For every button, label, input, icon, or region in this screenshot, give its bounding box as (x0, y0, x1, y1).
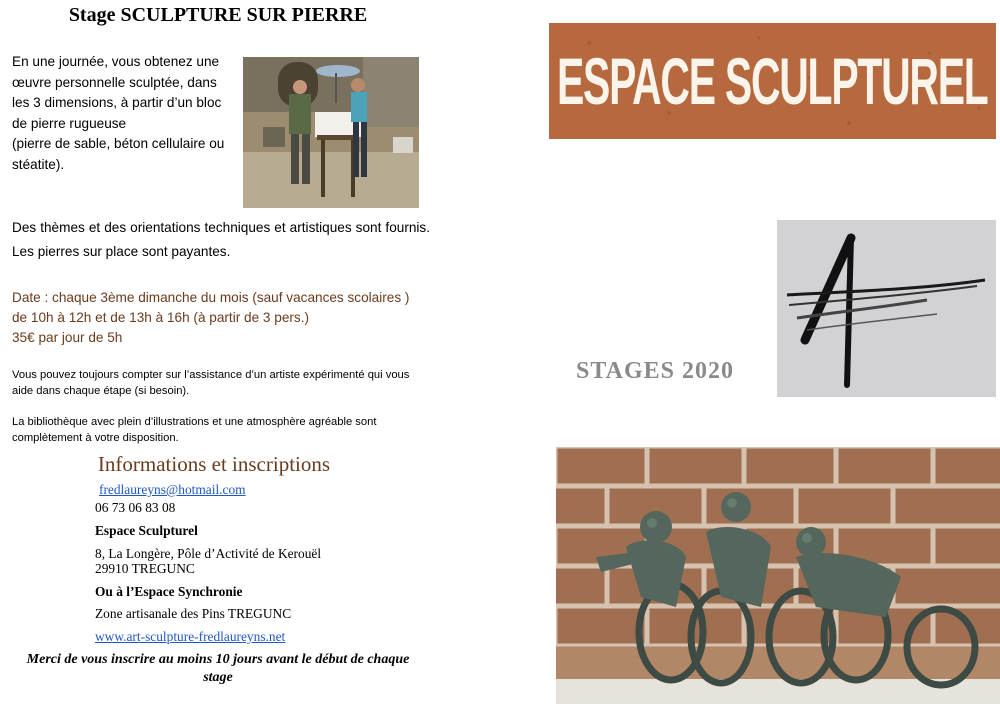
closing-note: Merci de vous inscrire au moins 10 jours avant le début de chaque stage (26, 652, 410, 685)
schedule-price: 35€ par jour de 5h (12, 330, 123, 345)
place1-address-line2: 29910 TREGUNC (95, 561, 195, 576)
assistance-text: Vous pouvez toujours compter sur l’assistance d’un artiste expérimenté qui vous aide dans chaque étape (si besoin). (12, 369, 410, 397)
page-title: Stage SCULPTURE SUR PIERRE (68, 4, 368, 26)
schedule-hours: de 10h à 12h et de 13h à 16h (à partir de 3 pers.) (12, 310, 310, 325)
intro-materials: (pierre de sable, béton cellulaire ou stéatite). (12, 136, 225, 172)
website-link[interactable]: www.art-sculpture-fredlaureyns.net (95, 629, 286, 644)
place1-name: Espace Sculpturel (95, 523, 198, 538)
email-link[interactable]: fredlaureyns@hotmail.com (99, 482, 246, 497)
stages-label: STAGES 2020 (576, 358, 734, 384)
phone-number: 06 73 06 83 08 (95, 500, 176, 515)
library-text: La bibliothèque avec plein d’illustrations et une atmosphère agréable sont complètement à votre disposition. (12, 416, 377, 444)
brush-logo-icon (777, 220, 996, 397)
intro-paragraph: En une journée, vous obtenez une œuvre personnelle sculptée, dans les 3 dimensions, à partir d’un bloc de pierre rugueuse (12, 54, 222, 131)
cyclists-sculpture-photo (556, 447, 1000, 704)
schedule-date: Date : chaque 3ème dimanche du mois (sauf vacances scolaires ) (12, 290, 410, 305)
banner-text: ESPACE SCULPTUREL (557, 44, 988, 118)
logo-image (777, 220, 996, 397)
schedule (12, 288, 432, 348)
place1-address-line1: 8, La Longère, Pôle d’Activité de Kerouël (95, 546, 322, 561)
place2-address: Zone artisanale des Pins TREGUNC (95, 606, 292, 621)
info-heading: Informations et inscriptions (97, 452, 331, 476)
themes-text: Des thèmes et des orientations techniques et artistiques sont fournis. Les pierres sur place sont payantes. (12, 220, 430, 259)
intro-text (12, 52, 237, 176)
workshop-photo (243, 57, 419, 208)
brand-banner (549, 23, 996, 139)
place2-name: Ou à l’Espace Synchronie (95, 584, 243, 599)
